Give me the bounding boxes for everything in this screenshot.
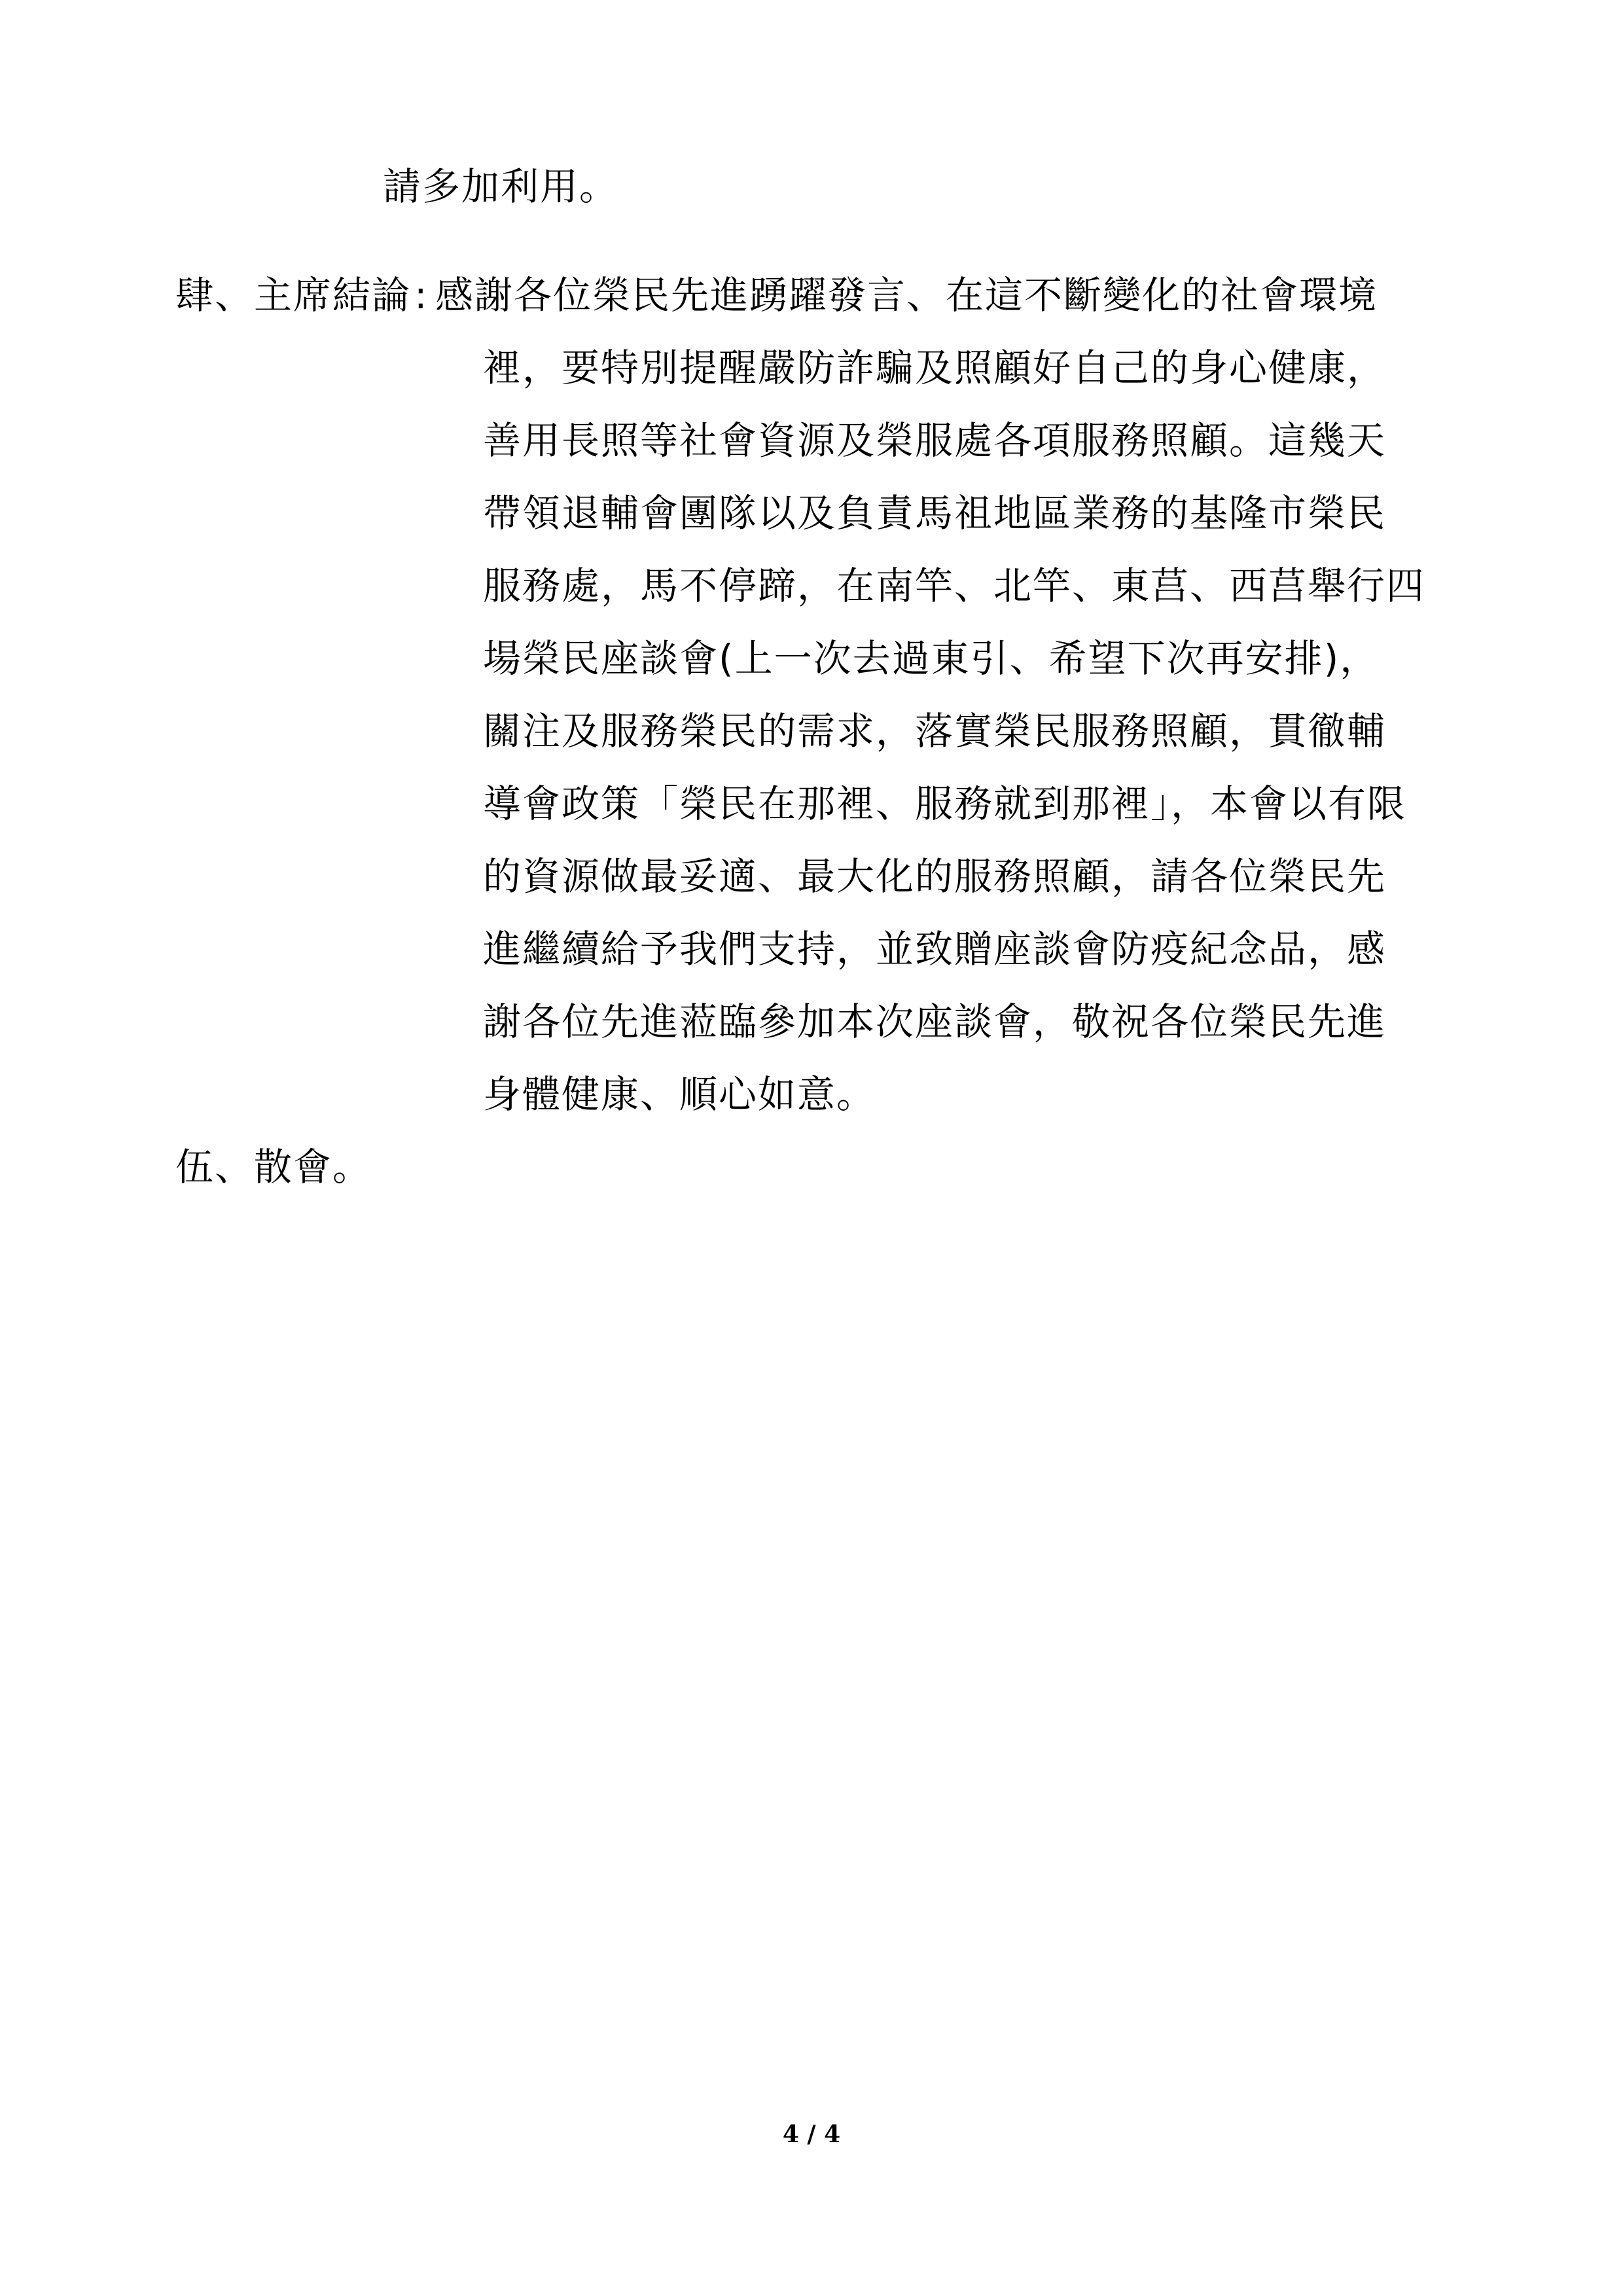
section-four-label: 肆、主席結論 [175,273,412,317]
conclusion-line: 謝各位先進蒞臨參加本次座談會，敬祝各位榮民先進 [483,999,1387,1044]
conclusion-line: 進繼續給予我們支持，並致贈座談會防疫紀念品，感 [483,927,1387,971]
conclusion-line: 場榮民座談會(上一次去過東引、希望下次再安排)， [483,636,1380,681]
conclusion-line: 裡，要特別提醒嚴防詐騙及照顧好自己的身心健康， [483,346,1387,390]
page-number: 4 / 4 [782,2121,841,2148]
conclusion-line: 的資源做最妥適、最大化的服務照顧，請各位榮民先 [483,854,1387,899]
continuation-text: 請多加利用。 [383,164,619,209]
conclusion-line: 服務處，馬不停蹄，在南竿、北竿、東莒、西莒舉行四 [483,564,1426,608]
section-four-separator: : [414,273,429,317]
section-five-label: 伍、散會。 [175,1145,372,1189]
conclusion-line: 善用長照等社會資源及榮服處各項服務照顧。這幾天 [483,418,1387,463]
conclusion-line: 關注及服務榮民的需求，落實榮民服務照顧，貫徹輔 [483,709,1387,753]
conclusion-line: 導會政策「榮民在那裡、服務就到那裡」，本會以有限 [483,781,1407,826]
conclusion-body [483,332,1504,1131]
conclusion-line-1: 感謝各位榮民先進踴躍發言、在這不斷變化的社會環境 [435,273,1378,317]
conclusion-line: 身體健康、順心如意。 [483,1072,876,1117]
conclusion-line: 帶領退輔會團隊以及負責馬祖地區業務的基隆市榮民 [483,491,1387,535]
